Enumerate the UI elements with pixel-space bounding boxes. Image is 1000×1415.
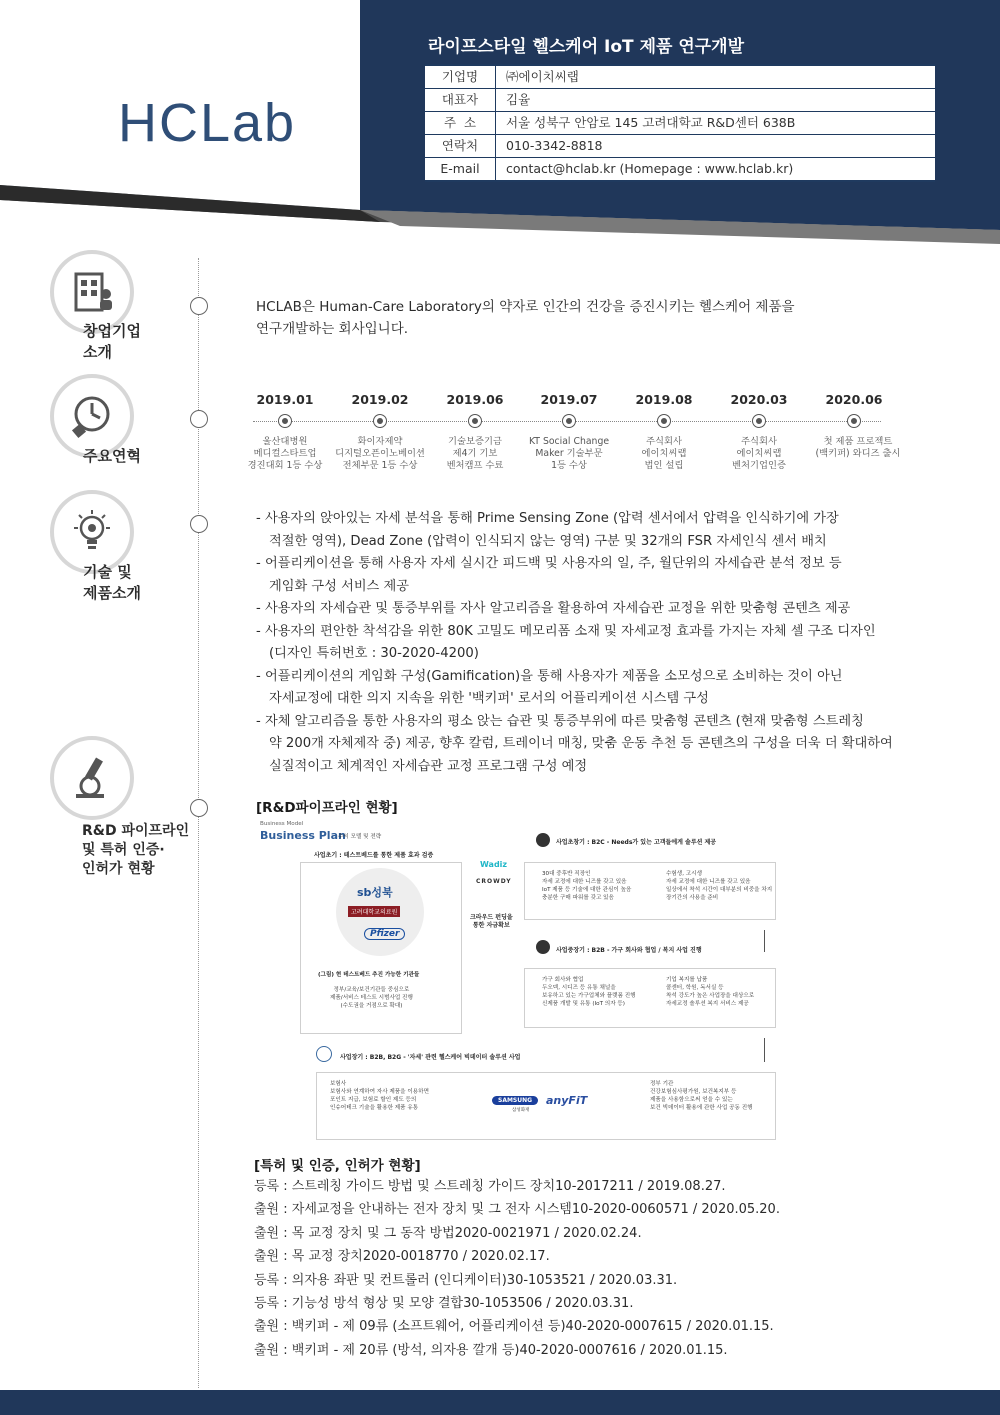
- timeline-desc: 울산대병원 메디컬스타트업 경진대회 1등 수상: [247, 436, 323, 471]
- microscope-icon: [50, 736, 134, 820]
- business-plan-title: Business Plan: [260, 829, 346, 842]
- timeline-dot: [469, 415, 481, 427]
- timeline-dot: [563, 415, 575, 427]
- timeline-year: 2019.08: [635, 392, 693, 407]
- timeline-desc: 기술보증기금 제4기 기보 벤처캠프 수료: [446, 436, 504, 471]
- timeline-desc: KT Social Change Maker 기술부문 1등 수상: [528, 436, 610, 471]
- patents-heading: [특허 및 인증, 인허가 현황]: [254, 1158, 421, 1174]
- timeline-year: 2020.06: [825, 392, 883, 407]
- timeline-year: 2019.01: [256, 392, 314, 407]
- patent-item: 등록 : 스트레칭 가이드 방법 및 스트레칭 가이드 장치10-2017211 / 2019.08.27.: [254, 1179, 726, 1194]
- patent-item: 등록 : 의자용 좌판 및 컨트롤러 (인디케이터)30-1053521 / 2020.03.31.: [254, 1272, 678, 1288]
- patent-item: 등록 : 기능성 방석 형상 및 모양 결합30-1053506 / 2020.03.31.: [254, 1296, 634, 1312]
- patent-list: [254, 1175, 780, 1362]
- section-marker-ring: [190, 297, 208, 315]
- info-row-ceo: 대표자 김율: [425, 89, 935, 112]
- pfizer-logo: Pfizer: [364, 928, 405, 940]
- info-row-email: E-mail contact@hclab.kr (Homepage : www.hclab.kr): [425, 158, 935, 182]
- info-row-address: 주 소 서울 성북구 안암로 145 고려대학교 R&D센터 638B: [425, 112, 935, 135]
- section-marker-ring: [190, 799, 208, 817]
- timeline-year: 2019.06: [446, 392, 504, 407]
- samsung-logo: SAMSUNG: [492, 1096, 538, 1105]
- intro-text: HCLAB은 Human-Care Laboratory의 약자로 인간의 건강을 증진시키는 헬스케어 제품을 연구개발하는 회사입니다.: [256, 299, 795, 337]
- section-marker-ring: [190, 515, 208, 533]
- section-label-history: 주요연혁: [83, 447, 141, 465]
- tech-bullet: - 자체 알고리즘을 통한 사용자의 평소 앉는 습관 및 통증부위에 따른 맞춤형 콘텐츠 (현재 맞춤형 스트레칭 약 200개 자체제작 중) 제공, 향후 칼럼, 트레이너 매칭, 맞춤 운동 추천 등 콘텐츠의 구성을 더욱 더 확대하여 실질적이고 체계적인 자세습관 교정 프로그램 구성 예정: [256, 713, 893, 774]
- timeline-year: 2020.03: [730, 392, 788, 407]
- arrow-down: [764, 1038, 765, 1062]
- anyfit-logo: anyFiT: [546, 1094, 588, 1107]
- company-logo: HCLab: [118, 93, 297, 153]
- info-row-company: 기업명 ㈜에이치씨랩: [425, 64, 935, 89]
- section-label-tech: 기술 및 제품소개: [83, 563, 141, 602]
- patent-item: 출원 : 자세교정을 안내하는 전자 장치 및 그 전자 시스템10-2020-0060571 / 2020.05.20.: [254, 1202, 780, 1218]
- timeline-dot: [279, 415, 291, 427]
- tech-bullet-list: [256, 508, 956, 778]
- b2c-icon: [536, 833, 550, 847]
- timeline-dot: [658, 415, 670, 427]
- patent-item: 출원 : 백키퍼 - 제 09류 (소프트웨어, 어플리케이션 등)40-2020-0007615 / 2020.01.15.: [254, 1319, 774, 1335]
- pipeline-heading: [R&D파이프라인 현황]: [256, 800, 398, 816]
- tech-bullet: - 사용자의 편안한 착석감을 위한 80K 고밀도 메모리폼 소재 및 자세교정 효과를 가지는 자체 셀 구조 디자인 (디자인 특허번호 : 30-2020-4200): [256, 623, 876, 661]
- footer-bar: [0, 1390, 1000, 1415]
- header-title: 라이프스타일 헬스케어 IoT 제품 연구개발: [428, 37, 745, 57]
- timeline-desc: 주식회사 에이치씨랩 벤처기업인증: [732, 436, 786, 471]
- section-label-intro: 창업기업 소개: [83, 322, 141, 361]
- timeline-year: 2019.07: [540, 392, 598, 407]
- patent-item: 출원 : 목 교정 장치 및 그 동작 방법2020-0021971 / 2020.02.24.: [254, 1225, 642, 1241]
- section-marker-ring: [190, 410, 208, 428]
- arrow-down: [764, 930, 765, 952]
- timeline-dot: [753, 415, 765, 427]
- timeline-year: 2019.02: [351, 392, 409, 407]
- long-term-icon: [316, 1046, 332, 1062]
- crowdy-logo: CROWDY: [476, 878, 512, 885]
- wadiz-logo: Wadiz: [480, 860, 508, 869]
- business-plan-figure: Business Model Business Plan 수익 모델 및 전략 사업초기 : 테스트베드를 통한 제품 효과 검증 sb성북 고려대학교의료원 Pfizer (그림) 현 테스트베드 추진 가능한 기관들 정부/교육/보건기관들 중심으로 제품/서비스 테스트 시범사업 진행 (수도권을 거점으로 확대) Wadiz CROWDY 크라우드 펀딩을 통한 자금확보 사업초창기 : B2C - Needs가 있는 고객들에게 솔루션 제공 30대 중후반 직장인 자세 교정에 대한 니즈를 갖고 있음 IoT 제품 등 기술에 대한 관심이 높음 충분한 구매 파워를 갖고 있음 수험생, 고시생 자세 교정에 대한 니즈를 갖고 있음 일상에서 착석 시간이 대부분의 비중을 차지 장기간의 사용을 준비 사업중장기 : B2B - 가구 회사와 협업 / 복지 사업 진행 가구 회사와 협업 두오덱, 시디즈 등 유통 채널을 보유하고 있는 가구업체와 플랫폼 진행 신제품 개발 및 유통 (IoT 의자 등) 기업 복지를 납품 콜센터, 학원, 독서실 등 착석 강도가 높은 사업장을 대상으로 자세교정 솔루션 복지 서비스 제공 사업장기 : B2B, B2G - '자세' 관련 헬스케어 빅데이터 솔루션 사업 보험사 보험사와 연계하여 자사 제품을 이용하면 포인트 지급, 보험료 할인 제도 등의 인슈어테크 기술을 활용한 제품 유통 SAMSUNG 삼성화재 anyFiT 정부 기관 건강보험심사평가원, 보건복지부 등 제품을 사용함으로써 얻을 수 있는 보건 빅데이터 활용에 관한 사업 공동 진행: [256, 818, 776, 1138]
- timeline-dot: [374, 415, 386, 427]
- tech-bullet: - 사용자의 자세습관 및 통증부위를 자사 알고리즘을 활용하여 자세습관 교정을 위한 맞춤형 콘텐츠 제공: [256, 601, 851, 616]
- timeline-desc: 첫 제품 프로젝트 (백키퍼) 와디즈 출시: [815, 436, 901, 459]
- timeline-dot: [848, 415, 860, 427]
- sb-logo: sb성북: [357, 886, 393, 899]
- tech-bullet: - 어플리케이션의 게임화 구성(Gamification)을 통해 사용자가 제품을 소모성으로 소비하는 것이 아닌 자세교정에 대한 의지 지속을 위한 '백키퍼' 로서의 어플리케이션 시스템 구성: [256, 668, 843, 706]
- timeline-desc: 주식회사 에이치씨랩 법인 설립: [641, 436, 687, 471]
- timeline-desc: 화이자제약 디지털오픈이노베이션 전체부문 1등 수상: [335, 436, 425, 471]
- section-label-rnd: R&D 파이프라인 및 특허 인증· 인허가 현황: [82, 823, 190, 877]
- b2b-icon: [536, 940, 550, 954]
- patent-item: 출원 : 백키퍼 - 제 20류 (방석, 의자용 깔개 등)40-2020-0007616 / 2020.01.15.: [254, 1342, 728, 1358]
- tech-bullet: - 사용자의 앉아있는 자세 분석을 통해 Prime Sensing Zone (압력 센서에서 압력을 인식하기에 가장 적절한 영역), Dead Zone (압력이 인식되지 않는 영역) 구분 및 32개의 FSR 자세인식 센서 배치: [256, 511, 839, 549]
- tech-bullet: - 어플리케이션을 통해 사용자 자세 실시간 피드백 및 사용자의 일, 주, 월단위의 자세습관 분석 정보 등 게임화 구성 서비스 제공: [256, 556, 842, 594]
- patent-item: 출원 : 목 교정 장치2020-0018770 / 2020.02.17.: [254, 1249, 550, 1265]
- company-info-table: [425, 64, 935, 182]
- korea-univ-logo: 고려대학교의료원: [348, 906, 400, 917]
- info-row-phone: 연락처 010-3342-8818: [425, 135, 935, 158]
